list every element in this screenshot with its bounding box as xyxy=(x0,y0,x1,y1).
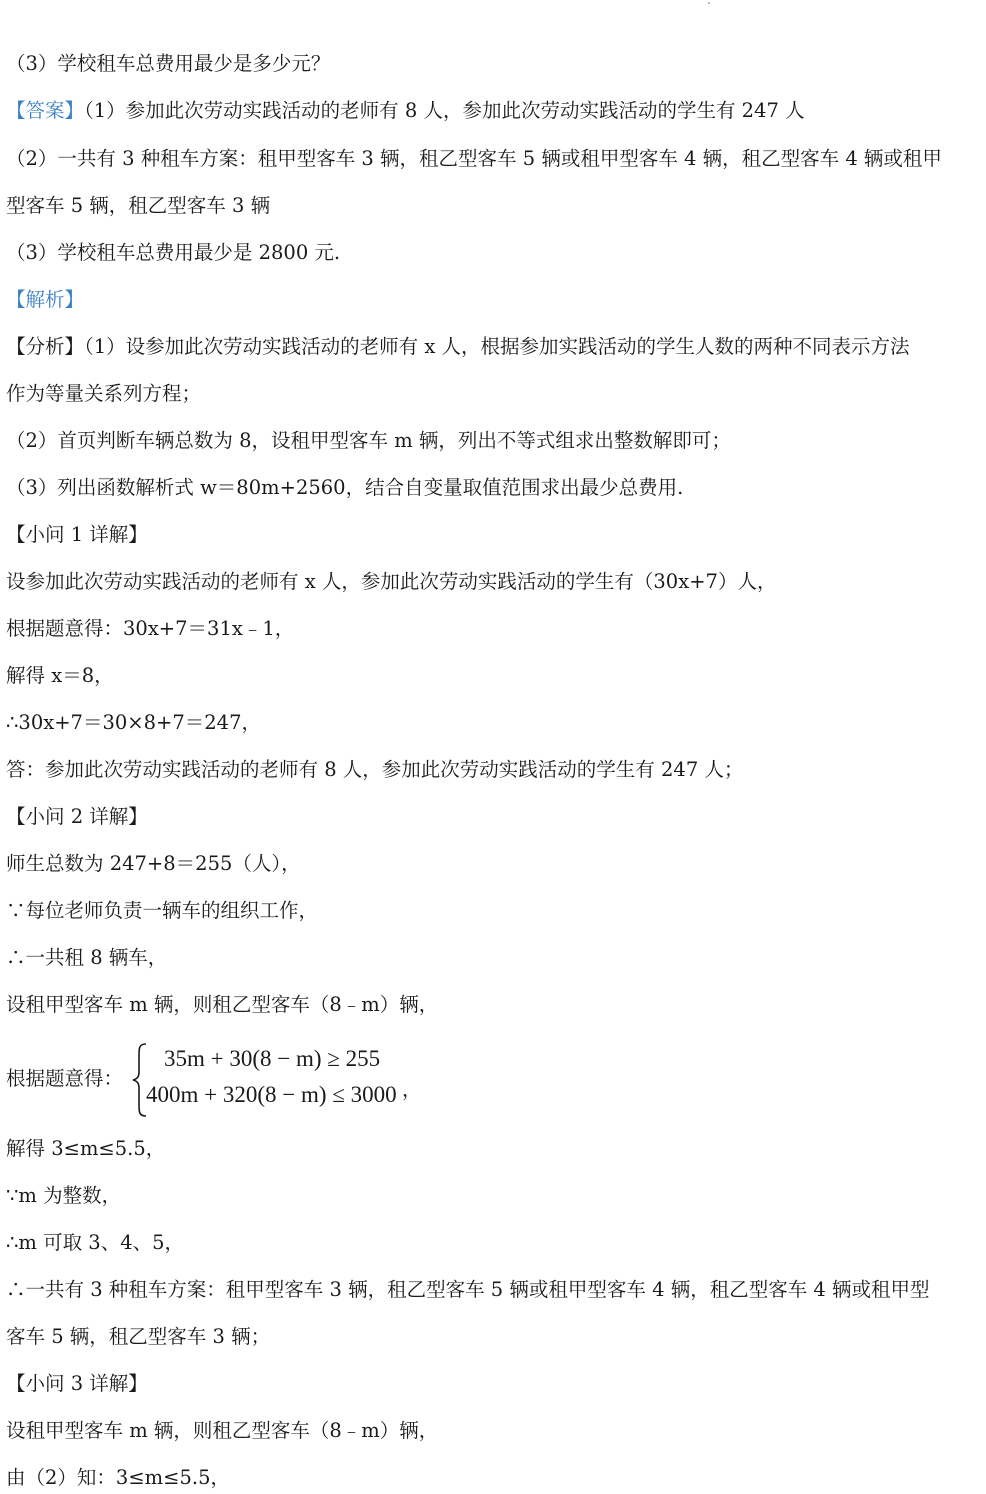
page-dot-mark xyxy=(708,2,710,4)
text-line-sub2-l9a xyxy=(6,1277,930,1303)
text-line-sub1-l5 xyxy=(6,757,743,783)
text-line-sub2-l1 xyxy=(6,851,301,877)
line-text: 答：参加此次劳动实践活动的老师有 8 人，参加此次劳动实践活动的学生有 247 人； xyxy=(6,758,744,781)
line-text: （3）列出函数解析式 w＝80m+2560，结合自变量取值范围求出最少总费用. xyxy=(6,476,684,499)
text-line-sub2-l8 xyxy=(6,1230,184,1256)
inequality-2: 400m + 320(8 − m) ≤ 3000 xyxy=(146,1082,397,1107)
text-line-answer-1 xyxy=(6,98,805,124)
line-text: 由（2）知：3≤m≤5.5， xyxy=(6,1466,230,1489)
text-line-sub1-l2 xyxy=(6,616,294,642)
line-text: 【小问 2 详解】 xyxy=(6,805,148,828)
line-text: 【分析】（1）设参加此次劳动实践活动的老师有 x 人，根据参加实践活动的学生人数的两种不同表示方法 xyxy=(6,335,910,358)
text-line-analysis-1a xyxy=(6,334,910,360)
section-tag: 【答案】 xyxy=(6,99,85,122)
text-line-analysis-2 xyxy=(6,428,731,454)
text-line-sub2-l9b xyxy=(6,1324,270,1350)
text-line-sub2-l7 xyxy=(6,1183,121,1209)
line-text: （2）一共有 3 种租车方案：租甲型客车 3 辆，租乙型客车 5 辆或租甲型客车 4 辆，租乙型客车 4 辆或租甲 xyxy=(6,147,942,170)
line-text: （3）学校租车总费用最少是多少元？ xyxy=(6,52,331,75)
text-line-sub3-l1 xyxy=(6,1418,438,1444)
system-label: 根据题意得： xyxy=(6,1067,124,1090)
line-text: ∴一共租 8 辆车， xyxy=(6,946,168,969)
line-text: ∴m 可取 3、4、5， xyxy=(6,1231,185,1254)
text-line-answer-3 xyxy=(6,240,340,266)
line-text: ∴一共有 3 种租车方案：租甲型客车 3 辆，租乙型客车 5 辆或租甲型客车 4 辆，租乙型客车 4 辆或租甲型 xyxy=(6,1278,930,1301)
line-text: （3）学校租车总费用最少是 2800 元. xyxy=(6,241,341,264)
line-text: 【小问 3 详解】 xyxy=(6,1372,148,1395)
text-line-answer-2b xyxy=(6,193,270,219)
line-text: 解得 3≤m≤5.5， xyxy=(6,1137,166,1160)
line-text: 型客车 5 辆，租乙型客车 3 辆 xyxy=(6,194,271,217)
text-line-sub1-l4 xyxy=(6,710,261,736)
text-line-analysis-3 xyxy=(6,475,683,501)
text-line-analysis-1b xyxy=(6,381,201,407)
line-text: ∵每位老师负责一辆车的组织工作， xyxy=(6,899,319,922)
text-line-jiexi-tag xyxy=(6,287,84,313)
text-line-sub1-l1 xyxy=(6,569,776,595)
text-line-sub2-heading xyxy=(6,804,148,830)
text-line-sub3-l2 xyxy=(6,1465,230,1491)
line-text: 根据题意得：30x+7＝31x﹣1， xyxy=(6,617,295,640)
line-text: （2）首页判断车辆总数为 8，设租甲型客车 m 辆，列出不等式组求出整数解即可； xyxy=(6,429,731,452)
line-text: （1）参加此次劳动实践活动的老师有 8 人，参加此次劳动实践活动的学生有 247 人 xyxy=(84,99,805,122)
line-text: 设参加此次劳动实践活动的老师有 x 人，参加此次劳动实践活动的学生有（30x+7）人， xyxy=(6,570,777,593)
line-text: 作为等量关系列方程； xyxy=(6,382,202,405)
inequality-1: 35m + 30(8 − m) ≥ 255 xyxy=(164,1046,381,1071)
line-text: 师生总数为 247+8＝255（人）， xyxy=(6,852,301,875)
text-line-sub2-l6 xyxy=(6,1136,165,1162)
line-text: 设租甲型客车 m 辆，则租乙型客车（8﹣m）辆， xyxy=(6,1419,439,1442)
text-line-sub3-heading xyxy=(6,1371,148,1397)
text-line-sub1-heading xyxy=(6,522,148,548)
text-line-answer-2a xyxy=(6,146,942,172)
line-text: ∴30x+7＝30×8+7＝247， xyxy=(6,711,261,734)
line-text: 解得 x＝8， xyxy=(6,664,114,687)
line-text: 客车 5 辆，租乙型客车 3 辆； xyxy=(6,1325,271,1348)
text-line-sub2-l4 xyxy=(6,992,438,1018)
text-line-sub2-l3 xyxy=(6,945,167,971)
text-line-q3-question xyxy=(6,51,330,77)
section-tag: 【解析】 xyxy=(6,288,85,311)
system-trailing-comma: ， xyxy=(402,1078,422,1101)
text-line-sub2-l2 xyxy=(6,898,318,924)
line-text: 设租甲型客车 m 辆，则租乙型客车（8﹣m）辆， xyxy=(6,993,439,1016)
text-line-sub1-l3 xyxy=(6,663,114,689)
line-text: ∵m 为整数， xyxy=(6,1184,122,1207)
line-text: 【小问 1 详解】 xyxy=(6,523,148,546)
